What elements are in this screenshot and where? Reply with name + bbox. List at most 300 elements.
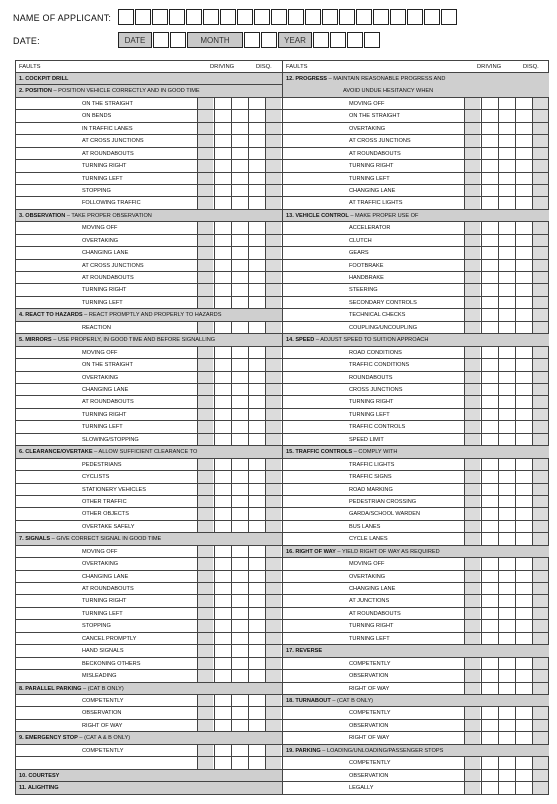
section-description: – COMPLY WITH <box>352 449 398 456</box>
column-header <box>16 61 282 73</box>
fault-item-row <box>283 683 549 695</box>
name-char-box[interactable] <box>203 9 219 25</box>
fault-item-label: HANDBRAKE <box>349 275 384 282</box>
fault-item-row <box>16 645 282 657</box>
fault-item-row <box>16 608 282 620</box>
fault-section-row <box>16 732 282 744</box>
fault-item-label: TURNING RIGHT <box>349 623 394 630</box>
fault-item-label: REACTION <box>82 324 111 331</box>
name-char-box[interactable] <box>237 9 253 25</box>
date-box[interactable] <box>153 32 169 48</box>
fault-section-row <box>16 533 282 545</box>
section-title <box>19 782 59 794</box>
fault-item-row <box>283 620 549 632</box>
faults-header: FAULTS <box>19 64 41 70</box>
fault-item-label: FOOTBRAKE <box>349 262 384 269</box>
fault-item-label: ON THE STRAIGHT <box>82 362 133 369</box>
fault-item-row <box>283 521 549 533</box>
fault-section-row <box>16 309 282 321</box>
fault-item-label: AT JUNCTIONS <box>349 598 390 605</box>
name-char-box[interactable] <box>373 9 389 25</box>
name-char-box[interactable] <box>339 9 355 25</box>
faults-header: FAULTS <box>286 64 308 70</box>
section-name: 10. COURTESY <box>19 772 60 779</box>
fault-item-row <box>16 658 282 670</box>
fault-item-label: TURNING LEFT <box>349 635 390 642</box>
fault-item-row <box>283 148 549 160</box>
fault-item-label: RIGHT OF WAY <box>349 735 390 742</box>
section-name: 9. EMERGENCY STOP <box>19 735 78 742</box>
fault-item-row <box>16 583 282 595</box>
fault-item-label: COUPLING/UNCOUPLING <box>349 324 418 331</box>
fault-item-label: TRAFFIC CONDITIONS <box>349 362 410 369</box>
left-column <box>16 61 283 794</box>
section-title <box>286 210 418 222</box>
name-char-box[interactable] <box>152 9 168 25</box>
fault-item-label: OBSERVATION <box>349 673 389 680</box>
fault-item-row <box>283 135 549 147</box>
fault-section-row <box>16 85 282 97</box>
name-char-box[interactable] <box>305 9 321 25</box>
date-label: DATE: <box>13 36 40 46</box>
fault-item-label: OVERTAKING <box>349 125 386 132</box>
fault-form <box>15 60 549 795</box>
fault-item-label: MOVING OFF <box>82 349 118 356</box>
section-description: – POSITION VEHICLE CORRECTLY AND IN GOOD TIME <box>51 88 200 95</box>
fault-item-row <box>283 384 549 396</box>
section-description-cont: AVOID UNDUE HESITANCY WHEN <box>343 88 434 94</box>
fault-item-label: PEDESTRIAN CROSSING <box>349 498 417 505</box>
fault-item-row <box>16 409 282 421</box>
name-char-box[interactable] <box>135 9 151 25</box>
fault-item-row <box>16 595 282 607</box>
section-title <box>286 73 445 97</box>
column-header <box>283 61 549 73</box>
fault-item-row <box>16 633 282 645</box>
fault-item-row <box>283 558 549 570</box>
fault-item-label: SPEED LIMIT <box>349 436 384 443</box>
fault-item-label: COMPETENTLY <box>349 760 391 767</box>
fault-item-label: CANCEL PROMPTLY <box>82 635 137 642</box>
fault-item-row <box>283 235 549 247</box>
section-description: – REACT PROMPTLY AND PROPERLY TO HAZARDS <box>82 312 222 319</box>
fault-item-row <box>283 272 549 284</box>
month-box[interactable] <box>244 32 260 48</box>
section-title <box>286 695 373 707</box>
fault-item-row <box>16 173 282 185</box>
section-name: 5. MIRRORS <box>19 337 52 344</box>
fault-item-label: AT ROUNDABOUTS <box>82 150 134 157</box>
fault-item-row <box>16 160 282 172</box>
fault-item-label: AT CROSS JUNCTIONS <box>349 138 411 145</box>
fault-item-row <box>16 508 282 520</box>
driving-header: DRIVING <box>210 64 235 70</box>
fault-item-row <box>16 185 282 197</box>
row-divider <box>283 794 549 795</box>
fault-item-row <box>283 496 549 508</box>
fault-item-label: RIGHT OF WAY <box>349 685 390 692</box>
section-name: 3. OBSERVATION <box>19 212 66 219</box>
fault-item-row <box>16 135 282 147</box>
fault-item-row <box>283 359 549 371</box>
fault-item-row <box>283 595 549 607</box>
section-name: 4. REACT TO HAZARDS <box>19 312 83 319</box>
fault-item-row <box>283 720 549 732</box>
fault-item-row <box>16 670 282 682</box>
fault-item-label: TURNING LEFT <box>349 175 390 182</box>
fault-section-row <box>16 770 282 782</box>
section-name: 8. PARALLEL PARKING <box>19 685 82 692</box>
section-description: – (CAT B ONLY) <box>330 698 374 704</box>
name-char-box[interactable] <box>390 9 406 25</box>
fault-item-row <box>283 297 549 309</box>
fault-item-row <box>283 372 549 384</box>
fault-item-row <box>283 583 549 595</box>
fault-item-label: STATIONERY VEHICLES <box>82 486 146 493</box>
fault-item-label: ACCELERATOR <box>349 225 391 232</box>
year-field-label: YEAR <box>278 32 312 48</box>
fault-item-label: BUS LANES <box>349 523 381 530</box>
fault-item-label: OVERTAKING <box>349 573 386 580</box>
fault-item-row <box>283 608 549 620</box>
fault-item-row <box>16 384 282 396</box>
fault-item-label: STOPPING <box>82 187 111 194</box>
fault-item-label: CHANGING LANE <box>82 573 129 580</box>
fault-item-row <box>283 185 549 197</box>
fault-item-row <box>16 459 282 471</box>
section-description: – MAKE PROPER USE OF <box>348 212 419 219</box>
section-name: 18. TURNABOUT <box>286 698 331 704</box>
fault-item-label: SECONDARY CONTROLS <box>349 299 417 306</box>
year-box[interactable] <box>313 32 329 48</box>
fault-item-row <box>283 284 549 296</box>
blank-row <box>16 757 282 769</box>
section-title <box>19 446 197 458</box>
fault-item-row <box>283 197 549 209</box>
fault-item-label: OVERTAKING <box>82 561 119 568</box>
fault-item-label: AT ROUNDABOUTS <box>82 586 134 593</box>
fault-item-label: ON THE STRAIGHT <box>82 100 133 107</box>
fault-item-label: LEGALLY <box>349 785 374 792</box>
fault-item-label: SLOWING/STOPPING <box>82 436 139 443</box>
fault-item-label: MOVING OFF <box>82 548 118 555</box>
fault-item-row <box>283 782 549 794</box>
fault-item-label: TURNING RIGHT <box>82 598 127 605</box>
fault-item-label: STEERING <box>349 287 378 294</box>
fault-item-row <box>16 620 282 632</box>
section-description: – TAKE PROPER OBSERVATION <box>65 212 152 219</box>
fault-item-row <box>283 707 549 719</box>
fault-item-label: TRAFFIC LIGHTS <box>349 461 395 468</box>
fault-section-row <box>16 683 282 695</box>
fault-item-row <box>16 222 282 234</box>
name-char-box[interactable] <box>271 9 287 25</box>
fault-item-label: TURNING LEFT <box>349 411 390 418</box>
section-name: 1. COCKPIT DRILL <box>19 76 69 82</box>
section-name: 2. POSITION <box>19 88 52 95</box>
fault-item-label: TURNING RIGHT <box>349 163 394 170</box>
fault-item-label: COMPETENTLY <box>82 747 124 754</box>
name-char-box[interactable] <box>424 9 440 25</box>
fault-item-row <box>16 148 282 160</box>
fault-item-row <box>283 421 549 433</box>
fault-item-label: OTHER TRAFFIC <box>82 498 127 505</box>
section-description: – MAINTAIN REASONABLE PROGRESS AND <box>327 76 446 82</box>
fault-item-label: MOVING OFF <box>349 100 385 107</box>
disq-header: DISQ. <box>523 64 539 70</box>
fault-item-row <box>283 110 549 122</box>
date-boxes[interactable] <box>118 32 381 48</box>
name-char-box[interactable] <box>288 9 304 25</box>
fault-item-row <box>16 496 282 508</box>
fault-item-row <box>16 272 282 284</box>
name-char-box[interactable] <box>186 9 202 25</box>
fault-item-row <box>283 98 549 110</box>
fault-item-label: ON THE STRAIGHT <box>349 113 400 120</box>
fault-item-row <box>283 670 549 682</box>
fault-item-label: FOLLOWING TRAFFIC <box>82 200 141 207</box>
fault-item-row <box>16 707 282 719</box>
fault-item-label: TRAFFIC SIGNS <box>349 474 392 481</box>
name-char-box[interactable] <box>441 9 457 25</box>
section-title <box>19 334 215 346</box>
fault-item-label: TURNING LEFT <box>82 424 123 431</box>
fault-item-label: PEDESTRIANS <box>82 461 122 468</box>
fault-item-label: IN TRAFFIC LANES <box>82 125 133 132</box>
fault-section-row <box>16 73 282 85</box>
fault-item-row <box>283 347 549 359</box>
fault-item-label: AT ROUNDABOUTS <box>82 275 134 282</box>
section-description: – USE PROPERLY, IN GOOD TIME AND BEFORE SIGNALLING <box>51 337 216 344</box>
fault-item-row <box>283 459 549 471</box>
fault-item-label: AT ROUNDABOUTS <box>82 399 134 406</box>
fault-item-label: ROUNDABOUTS <box>349 374 393 381</box>
year-box[interactable] <box>330 32 346 48</box>
fault-item-label: AT ROUNDABOUTS <box>349 610 401 617</box>
fault-item-label: TRAFFIC CONTROLS <box>349 424 406 431</box>
fault-item-row <box>283 160 549 172</box>
fault-item-label: CHANGING LANE <box>82 387 129 393</box>
name-char-box[interactable] <box>407 9 423 25</box>
fault-section-row <box>283 645 549 657</box>
fault-item-label: MISLEADING <box>82 673 117 680</box>
fault-item-label: OVERTAKE SAFELY <box>82 523 135 530</box>
section-name: 14. SPEED <box>286 337 315 344</box>
fault-item-label: COMPETENTLY <box>349 660 391 667</box>
fault-item-row <box>16 471 282 483</box>
fault-item-label: AT CROSS JUNCTIONS <box>82 262 144 269</box>
section-title <box>19 73 68 85</box>
name-char-box[interactable] <box>254 9 270 25</box>
fault-section-row <box>16 446 282 458</box>
fault-item-row <box>16 720 282 732</box>
fault-item-row <box>16 558 282 570</box>
fault-item-label: GARDA/SCHOOL WARDEN <box>349 511 421 518</box>
fault-item-row <box>16 197 282 209</box>
fault-section-row <box>283 334 549 346</box>
fault-item-label: AT CROSS JUNCTIONS <box>82 138 144 145</box>
fault-item-label: COMPETENTLY <box>82 698 124 704</box>
fault-item-row <box>16 284 282 296</box>
fault-item-label: AT TRAFFIC LIGHTS <box>349 200 403 207</box>
year-box[interactable] <box>347 32 363 48</box>
fault-item-label: GEARS <box>349 250 369 257</box>
fault-item-label: STOPPING <box>82 623 111 630</box>
fault-item-row <box>16 421 282 433</box>
fault-item-row <box>16 247 282 259</box>
applicant-name-boxes[interactable] <box>118 9 458 25</box>
fault-item-label: TURNING RIGHT <box>82 163 127 170</box>
fault-item-row <box>283 322 549 334</box>
fault-item-label: OBSERVATION <box>349 772 389 779</box>
fault-item-label: TURNING LEFT <box>82 610 123 617</box>
fault-section-row <box>283 745 549 757</box>
fault-item-row <box>16 546 282 558</box>
fault-section-row <box>16 334 282 346</box>
name-char-box[interactable] <box>118 9 134 25</box>
fault-item-label: TURNING RIGHT <box>349 399 394 406</box>
section-description: – LOADING/UNLOADING/PASSENGER STOPS <box>320 747 444 754</box>
fault-item-label: TURNING RIGHT <box>82 287 127 294</box>
fault-item-row <box>16 695 282 707</box>
name-char-box[interactable] <box>220 9 236 25</box>
month-box[interactable] <box>261 32 277 48</box>
fault-section-row <box>283 210 549 222</box>
fault-item-label: TURNING LEFT <box>82 299 123 306</box>
section-title <box>286 546 440 558</box>
fault-item-label: BECKONING OTHERS <box>82 660 141 667</box>
fault-item-label: HAND SIGNALS <box>82 648 124 655</box>
fault-item-row <box>16 571 282 583</box>
section-title <box>286 334 428 346</box>
fault-item-row <box>283 222 549 234</box>
fault-item-row <box>283 571 549 583</box>
date-box[interactable] <box>170 32 186 48</box>
fault-item-label: OBSERVATION <box>82 710 122 717</box>
fault-section-row <box>283 695 549 707</box>
fault-item-label: CHANGING LANE <box>349 187 396 194</box>
disq-header: DISQ. <box>256 64 272 70</box>
driving-header: DRIVING <box>477 64 502 70</box>
section-description: – (CAT B ONLY) <box>81 685 124 692</box>
fault-item-label: OTHER OBJECTS <box>82 511 129 518</box>
fault-item-row <box>283 309 549 321</box>
fault-item-row <box>16 434 282 446</box>
section-name: 12. PROGRESS <box>286 76 328 82</box>
fault-item-label: AT ROUNDABOUTS <box>349 150 401 157</box>
fault-item-row <box>16 359 282 371</box>
section-name: 6. CLEARANCE/OVERTAKE <box>19 449 93 456</box>
section-description: – (CAT A & B ONLY) <box>77 735 131 742</box>
fault-item-row <box>16 235 282 247</box>
section-name: 16. RIGHT OF WAY <box>286 548 336 555</box>
section-title <box>286 745 443 757</box>
fault-item-row <box>283 247 549 259</box>
fault-section-row <box>283 73 549 98</box>
fault-item-row <box>283 484 549 496</box>
section-title <box>286 446 397 458</box>
fault-item-row <box>283 396 549 408</box>
section-name: 19. PARKING <box>286 747 321 754</box>
fault-section-row <box>283 546 549 558</box>
fault-item-label: CHANGING LANE <box>82 250 129 257</box>
fault-item-label: CLUTCH <box>349 237 372 244</box>
year-box[interactable] <box>364 32 380 48</box>
date-field-label: DATE <box>118 32 152 48</box>
fault-item-row <box>283 409 549 421</box>
section-title <box>19 210 152 222</box>
fault-item-row <box>16 98 282 110</box>
section-title <box>19 309 221 321</box>
fault-item-label: TURNING RIGHT <box>82 411 127 418</box>
section-title <box>19 533 161 545</box>
fault-item-label: CHANGING LANE <box>349 586 396 593</box>
section-description: – ADJUST SPEED TO SUIT/ON APPROACH <box>314 337 429 344</box>
fault-item-row <box>283 770 549 782</box>
fault-section-row <box>283 446 549 458</box>
fault-item-label: TURNING LEFT <box>82 175 123 182</box>
fault-item-row <box>283 633 549 645</box>
fault-item-row <box>16 110 282 122</box>
fault-item-label: MOVING OFF <box>349 561 385 568</box>
fault-item-label: ROAD MARKING <box>349 486 393 493</box>
fault-item-label: OBSERVATION <box>349 722 389 729</box>
fault-item-label: ON BENDS <box>82 113 112 120</box>
fault-item-row <box>16 123 282 135</box>
section-name: 7. SIGNALS <box>19 536 51 543</box>
fault-item-row <box>16 745 282 757</box>
fault-item-row <box>283 757 549 769</box>
section-name: 15. TRAFFIC CONTROLS <box>286 449 353 456</box>
name-char-box[interactable] <box>322 9 338 25</box>
fault-item-row <box>283 260 549 272</box>
name-char-box[interactable] <box>356 9 372 25</box>
fault-item-label: ROAD CONDITIONS <box>349 349 402 356</box>
fault-item-row <box>283 434 549 446</box>
fault-item-label: OVERTAKING <box>82 374 119 381</box>
fault-item-label: CYCLISTS <box>82 474 110 481</box>
section-name: 17. REVERSE <box>286 648 323 655</box>
month-field-label: MONTH <box>187 32 243 48</box>
fault-item-row <box>16 396 282 408</box>
fault-item-row <box>16 521 282 533</box>
fault-item-row <box>283 658 549 670</box>
section-title <box>286 645 322 657</box>
fault-item-row <box>283 123 549 135</box>
section-description: – ALLOW SUFFICIENT CLEARANCE TO <box>92 449 198 456</box>
name-char-box[interactable] <box>169 9 185 25</box>
fault-item-row <box>16 297 282 309</box>
fault-item-label: TECHNICAL CHECKS <box>349 312 406 319</box>
fault-item-row <box>16 322 282 334</box>
fault-item-row <box>16 347 282 359</box>
fault-item-label: CYCLE LANES <box>349 536 388 543</box>
section-title <box>19 770 59 782</box>
section-title <box>19 732 130 744</box>
fault-item-row <box>283 471 549 483</box>
right-column <box>283 61 549 794</box>
section-title <box>19 85 200 97</box>
fault-item-row <box>16 372 282 384</box>
fault-item-row <box>16 260 282 272</box>
fault-item-row <box>16 484 282 496</box>
fault-item-label: MOVING OFF <box>82 225 118 232</box>
fault-item-label: CROSS JUNCTIONS <box>349 387 403 393</box>
fault-section-row <box>16 210 282 222</box>
fault-item-label: RIGHT OF WAY <box>82 722 123 729</box>
fault-section-row <box>16 782 282 794</box>
section-name: 11. ALIGHTING <box>19 785 59 792</box>
